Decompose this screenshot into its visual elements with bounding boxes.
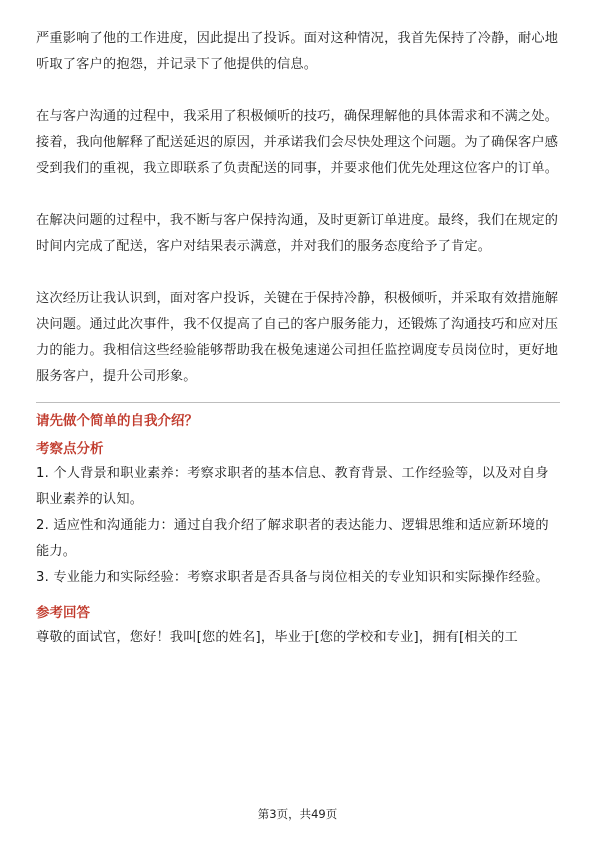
page-number: 第3页，共49页: [257, 807, 338, 821]
answer-heading: 参考回答: [36, 605, 90, 621]
document-body: [36, 26, 560, 651]
paragraph-3: 在解决问题的过程中，我不断与客户保持沟通，及时更新订单进度。最终，我们在规定的时间内完成了配送，客户对结果表示满意，并对我们的服务态度给予了肯定。: [36, 213, 559, 254]
paragraph-4: 这次经历让我认识到，面对客户投诉，关键在于保持冷静，积极倾听，并采取有效措施解决问题。通过此次事件，我不仅提高了自己的客户服务能力，还锻炼了沟通技巧和应对压力的能力。我相信这些经验能够帮助我在极兔速递公司担任监控调度专员岗位时，更好地服务客户，提升公司形象。: [36, 291, 559, 384]
analysis-point-1: 1. 个人背景和职业素养：考察求职者的基本信息、教育背景、工作经验等，以及对自身职业素养的认知。: [36, 466, 549, 507]
analysis-heading: 考察点分析: [36, 441, 104, 457]
analysis-point-2: 2. 适应性和沟通能力：通过自我介绍了解求职者的表达能力、逻辑思维和适应新环境的能力。: [36, 518, 549, 559]
paragraph-2: 在与客户沟通的过程中，我采用了积极倾听的技巧，确保理解他的具体需求和不满之处。接着，我向他解释了配送延迟的原因，并承诺我们会尽快处理这个问题。为了确保客户感受到我们的重视，我立即联系了负责配送的同事，并要求他们优先处理这位客户的订单。: [36, 109, 559, 176]
interview-question: 请先做个简单的自我介绍？: [36, 413, 198, 429]
analysis-point-3: 3. 专业能力和实际经验：考察求职者是否具备与岗位相关的专业知识和实际操作经验。: [36, 570, 549, 585]
section-divider: [36, 402, 560, 403]
paragraph-1: 严重影响了他的工作进度，因此提出了投诉。面对这种情况，我首先保持了冷静，耐心地听取了客户的抱怨，并记录下了他提供的信息。: [36, 31, 559, 72]
answer-text: 尊敬的面试官，您好！我叫[您的姓名]，毕业于[您的学校和专业]，拥有[相关的工: [36, 630, 518, 645]
